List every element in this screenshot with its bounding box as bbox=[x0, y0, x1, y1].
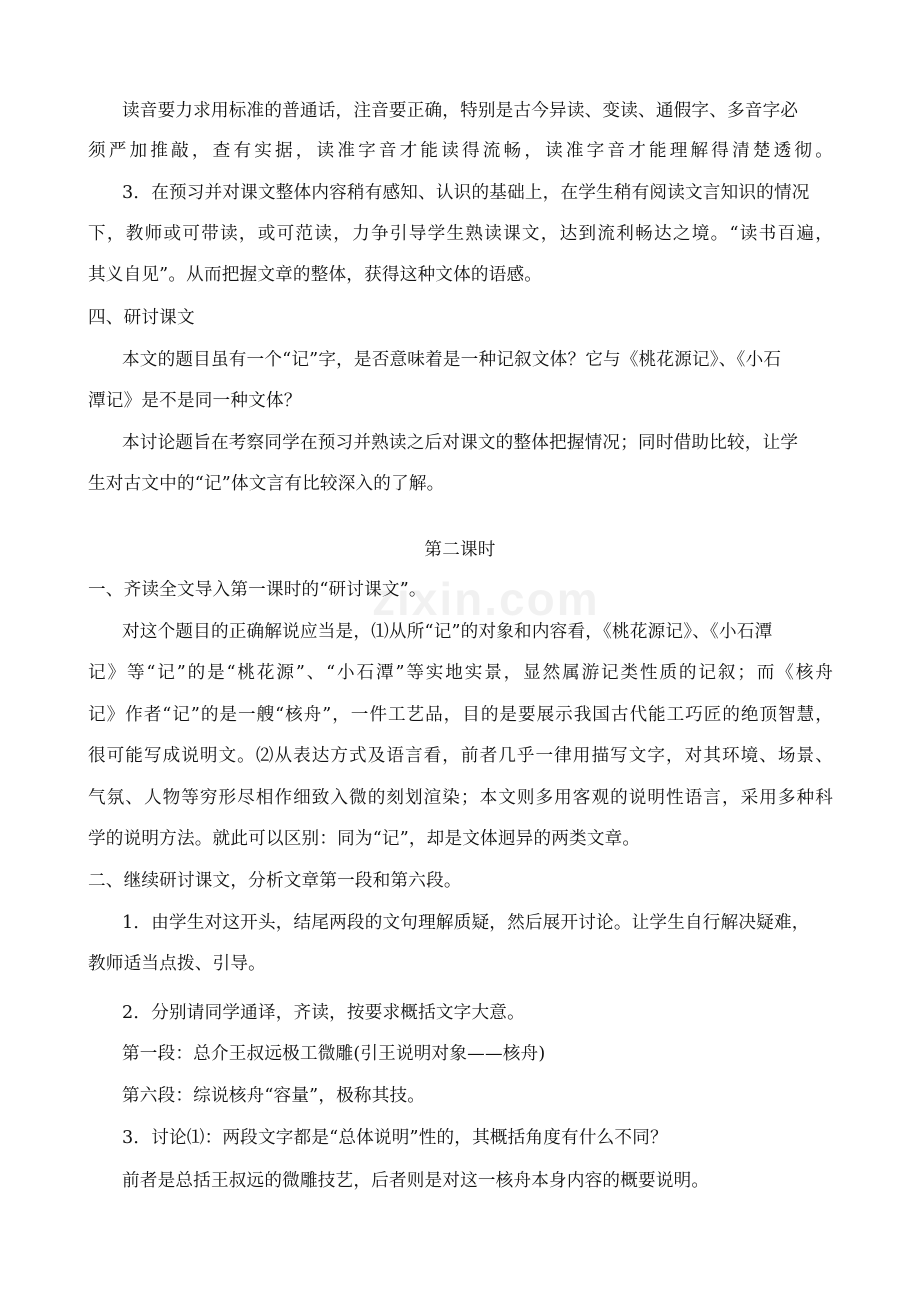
section-heading: 四、研讨课文 bbox=[88, 308, 195, 328]
paragraph-line: 3．在预习并对课文整体内容稍有感知、认识的基础上，在学生稍有阅读文言知识的情况 bbox=[122, 183, 810, 203]
paragraph-line: 本文的题目虽有一个“记”字，是否意味着是一种记叙文体？它与《桃花源记》、《小石 bbox=[122, 350, 782, 370]
paragraph-line: 第一段：总介王叔远极工微雕(引王说明对象——核舟) bbox=[122, 1044, 546, 1064]
watermark: zixin.com bbox=[372, 573, 600, 625]
paragraph-line: 前者是总括王叔远的微雕技艺，后者则是对这一核舟本身内容的概要说明。 bbox=[122, 1171, 710, 1191]
paragraph-line: 学的说明方法。就此可以区别：同为“记”，却是文体迥异的两类文章。 bbox=[88, 829, 641, 849]
paragraph-line: 其义自见”。从而把握文章的整体，获得这种文体的语感。 bbox=[88, 265, 543, 285]
paragraph-line: 潭记》是不是同一种文体？ bbox=[88, 391, 302, 411]
paragraph-line: 第六段：综说核舟“容量”，极称其技。 bbox=[122, 1086, 426, 1106]
paragraph-line: 本讨论题旨在考察同学在预习并熟读之后对课文的整体把握情况；同时借助比较，让学 bbox=[122, 433, 799, 453]
paragraph-line: 1．由学生对这开头，结尾两段的文句理解质疑，然后展开讨论。让学生自行解决疑难， bbox=[122, 913, 810, 933]
paragraph-line: 读音要力求用标准的普通话，注音要正确，特别是古今异读、变读、通假字、多音字必 bbox=[122, 101, 799, 121]
paragraph-line: 教师适当点拨、引导。 bbox=[88, 954, 266, 974]
section-heading: 二、继续研讨课文，分析文章第一段和第六段。 bbox=[88, 871, 462, 891]
paragraph-line: 对这个题目的正确解说应当是，⑴从所“记”的对象和内容看，《桃花源记》、《小石潭 bbox=[122, 622, 773, 642]
paragraph-line: 记》作者“记”的是一艘“核舟”，一件工艺品，目的是要展示我国古代能工巧匠的绝顶智慧， bbox=[88, 705, 833, 725]
lesson-title: 第二课时 bbox=[424, 540, 496, 560]
paragraph-line: 很可能写成说明文。⑵从表达方式及语言看，前者几乎一律用描写文字，对其环境、场景、 bbox=[88, 746, 833, 766]
paragraph-line: 气氛、人物等穷形尽相作细致入微的刻划渲染；本文则多用客观的说明性语言，采用多种科 bbox=[88, 788, 833, 808]
paragraph-line: 须严加推敲，查有实据，读准字音才能读得流畅，读准字音才能理解得清楚透彻。 bbox=[88, 141, 833, 161]
paragraph-line: 下，教师或可带读，或可范读，力争引导学生熟读课文，达到流利畅达之境。“读书百遍， bbox=[88, 224, 833, 244]
paragraph-line: 3．讨论⑴：两段文字都是“总体说明”性的，其概括角度有什么不同？ bbox=[122, 1128, 668, 1148]
paragraph-line: 2．分别请同学通译，齐读，按要求概括文字大意。 bbox=[122, 1003, 525, 1023]
paragraph-line: 生对古文中的“记”体文言有比较深入的了解。 bbox=[88, 474, 445, 494]
section-heading: 一、齐读全文导入第一课时的“研讨课文”。 bbox=[88, 580, 427, 600]
paragraph-line: 记》等“记”的是“桃花源”、“小石潭”等实地实景，显然属游记类性质的记叙；而《核舟 bbox=[88, 663, 833, 683]
